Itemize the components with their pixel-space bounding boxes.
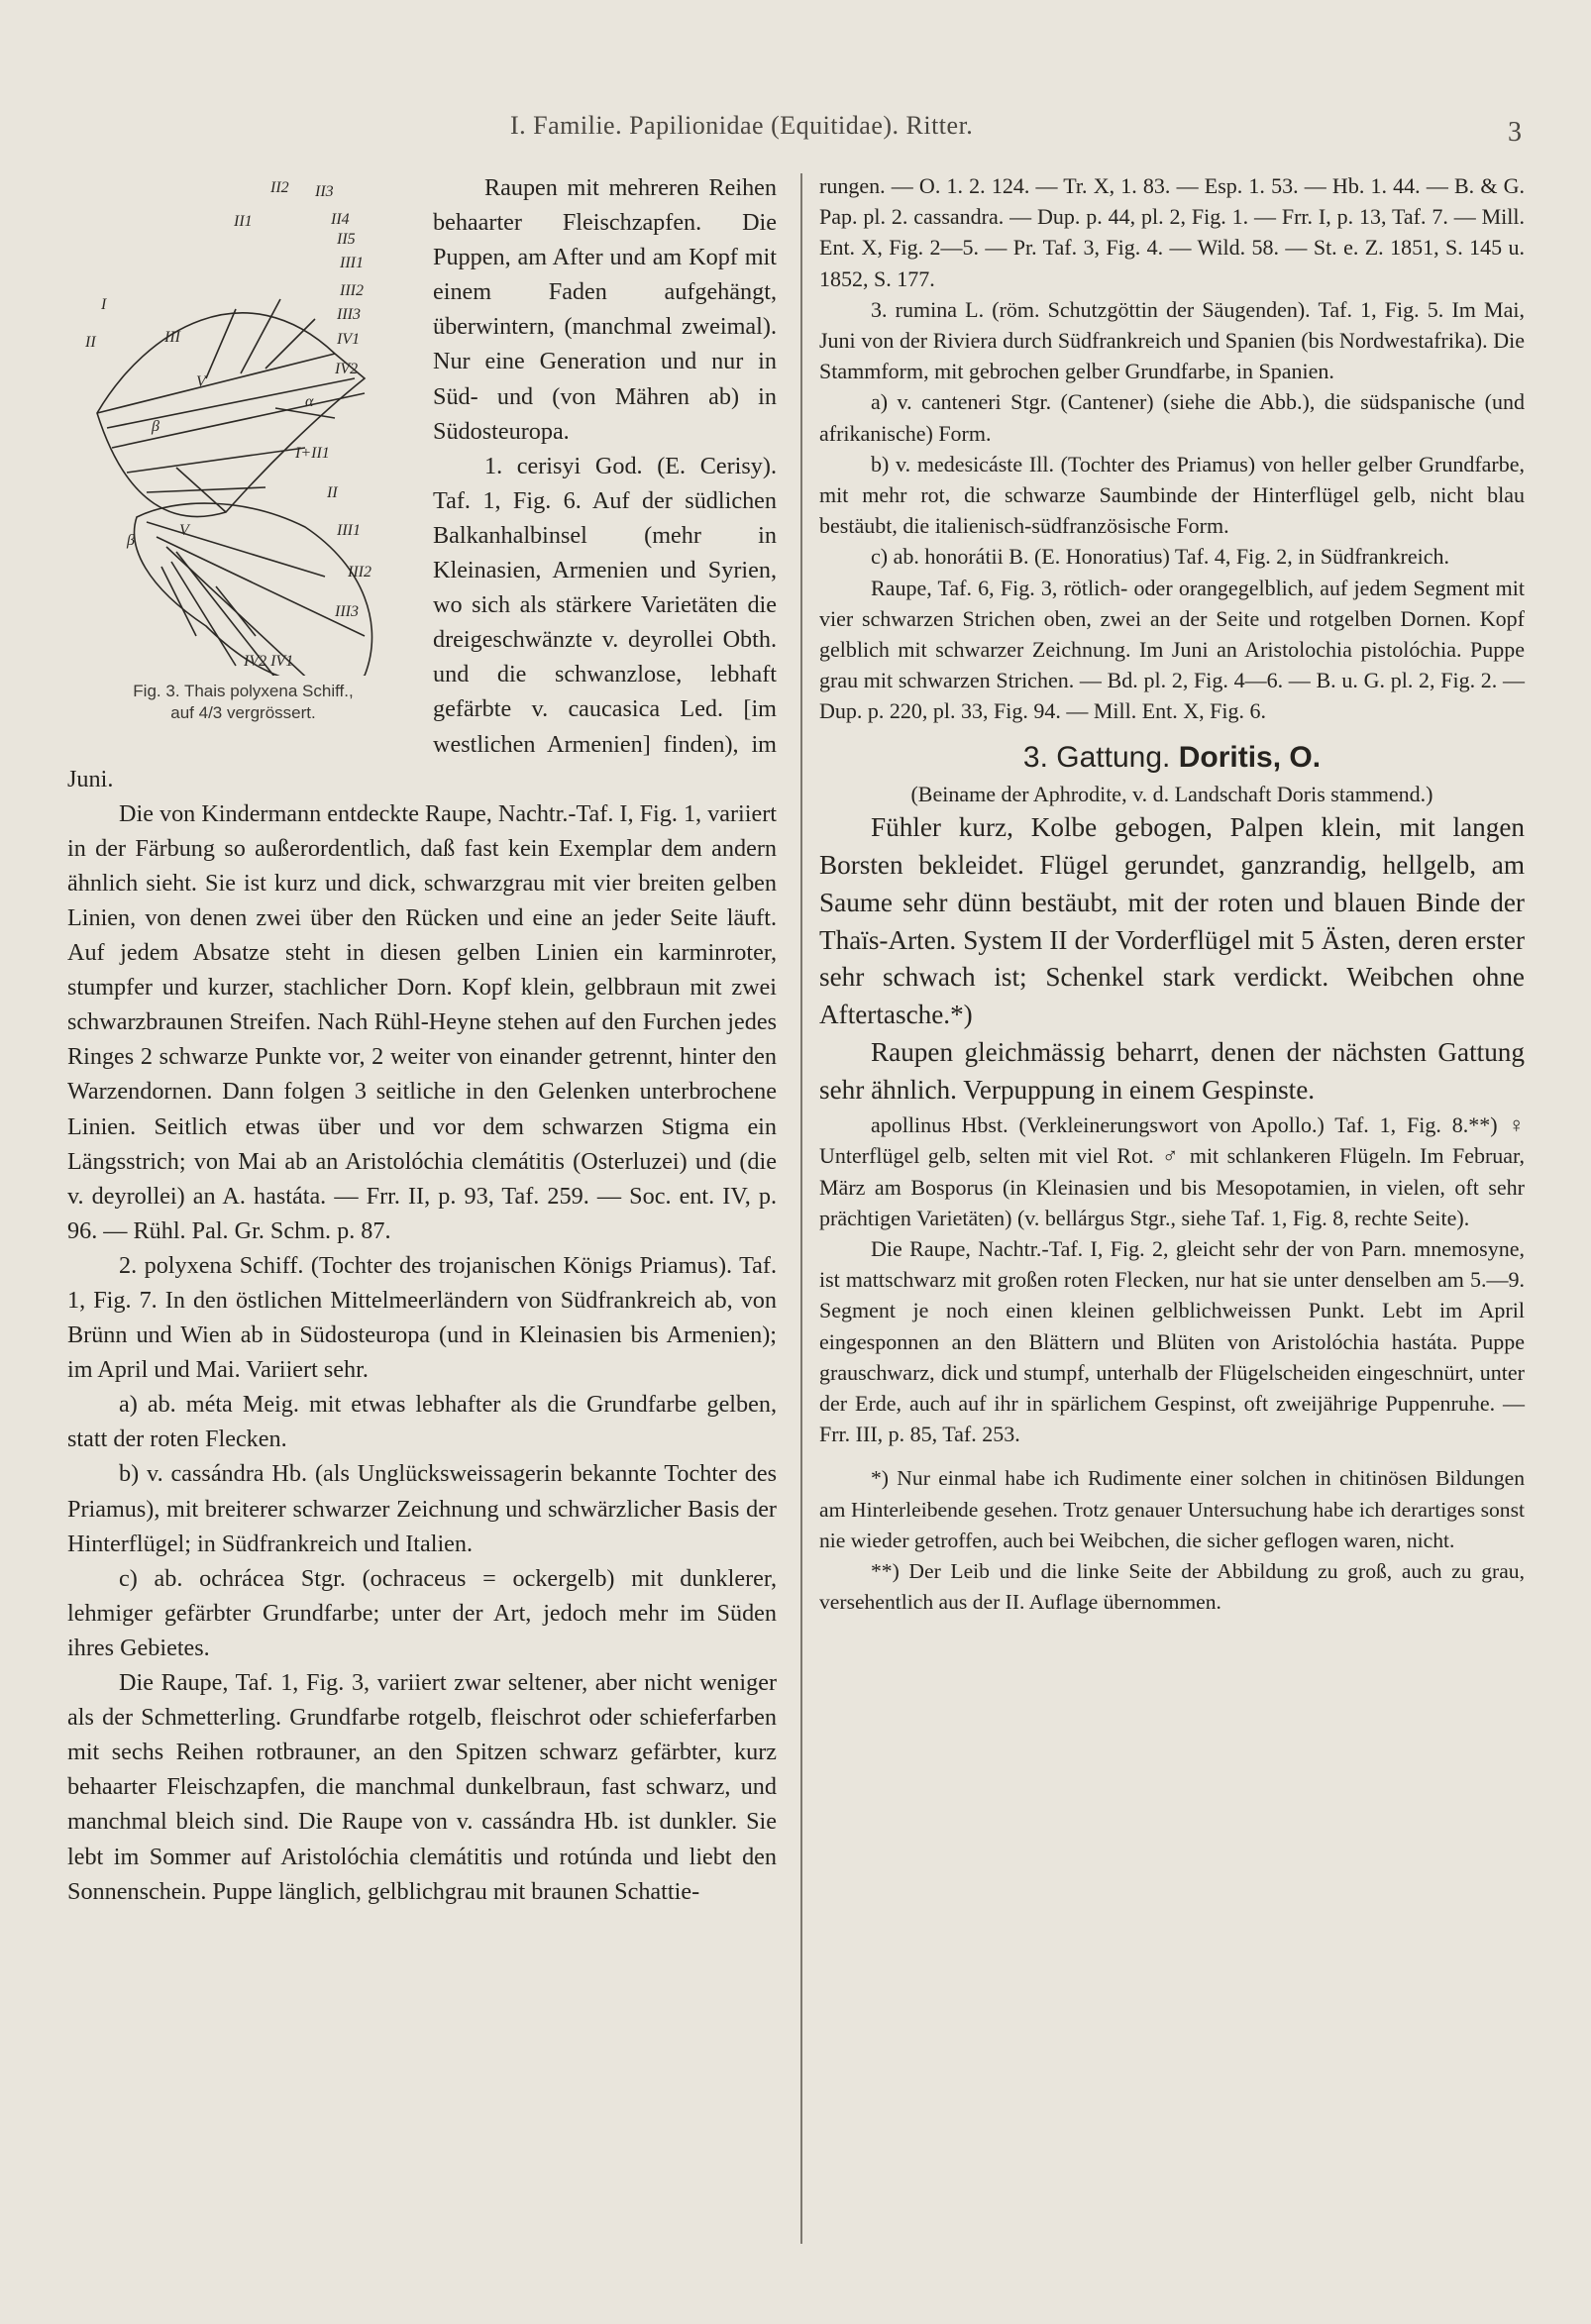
variety-entry: a) v. canteneri Stgr. (Cantener) (siehe die Abb.), die südspanische (und afrikanische) Form.: [819, 389, 1525, 446]
genus-heading-name: Doritis, O.: [1178, 740, 1322, 774]
vein-label: IV2: [335, 361, 359, 377]
vein-label: V: [196, 373, 206, 390]
wing-venation-figure: [67, 170, 419, 740]
text-paragraph: Raupe, Taf. 6, Fig. 3, rötlich- oder orangegelblich, auf jedem Segment mit vier schwarzen Strichen oben, zwei an der Seite und rotgelben Dornen. Kopf gelblich mit schwarzer Zeichnung. Im Juni an Aristolochia pistolóchia. Puppe grau mit schwarzen Strichen. — Bd. pl. 2, Fig. 4—6. — B. u. G. pl. 2, Fig. 2. — Dup. p. 220, pl. 33, Fig. 94. — Mill. Ent. X, Fig. 6.: [819, 575, 1525, 724]
footnotes: [819, 1463, 1525, 1618]
left-column: [67, 170, 777, 1909]
species-entry: 2. polyxena Schiff. (Tochter des trojanischen Königs Priamus). Taf. 1, Fig. 7. In den östlichen Mittelmeerländern von Südfrankreich ab, von Brünn und Wien ab in Südosteuropa (und in Kleinasien bis Armenien); im April und Mai. Variiert sehr.: [67, 1251, 777, 1384]
species-entry: apollinus Hbst. (Verkleinerungswort von Apollo.) Taf. 1, Fig. 8.**) ♀ Unterflügel gelb, selten mit viel Rot. ♂ mit schlankeren Flügeln. Im Februar, März am Bosporus (in Kleinasien und bis Mesopotamien, in vielen, oft sehr prächtigen Varietäten) (v. bellárgus Stgr., siehe Taf. 1, Fig. 8, rechte Seite).: [819, 1112, 1525, 1230]
footnote: **) Der Leib und die linke Seite der Abbildung zu groß, auch zu grau, versehentlich aus der II. Auflage übernommen.: [819, 1558, 1525, 1615]
vein-label: IV2 IV1: [244, 653, 294, 670]
text-paragraph: Die Raupe, Nachtr.-Taf. I, Fig. 2, gleicht sehr der von Parn. mnemosyne, ist mattschwarz mit großen roten Flecken, nur hat sie unter denselben am 5.—9. Segment je noch einen kleinen gelblichweissen Punkt. Lebt im April eingesponnen an den Blättern und Blüten von Aristolóchia hastáta. Puppe grauschwarz, dick und stumpf, unterhalb der Flügelscheiden eingeschnürt, unter der Erde, auch auf ihr in spärlichem Gespinst, oft zweijährige Puppenruhe. — Frr. III, p. 85, Taf. 253.: [819, 1235, 1525, 1447]
vein-label: I+II1: [295, 445, 330, 462]
vein-label: α: [305, 393, 314, 410]
vein-label: II5: [337, 231, 356, 248]
genus-etymology: (Beiname der Aphrodite, v. d. Landschaft Doris stammend.): [910, 781, 1433, 806]
vein-label: V: [179, 522, 189, 539]
variety-entry: b) v. medesicáste Ill. (Tochter des Priamus) von heller gelber Grundfarbe, mit mehr rot, die schwarze Saumbinde der Hinterflügel gelb, nicht blau bestäubt, die italienisch-südfranzösische Form.: [819, 451, 1525, 539]
vein-label: III: [164, 329, 180, 346]
text-paragraph: Raupen gleichmässig beharrt, denen der nächsten Gattung sehr ähnlich. Verpuppung in einem Gespinste.: [819, 1037, 1525, 1106]
vein-label: III3: [335, 603, 359, 620]
vein-label: II2: [270, 179, 289, 196]
text-paragraph: Die von Kindermann entdeckte Raupe, Nachtr.-Taf. I, Fig. 1, variiert in der Färbung so außerordentlich, daß fast kein Exemplar dem andern ähnlich sieht. Sie ist kurz und dick, schwarzgrau mit vier breiten gelben Linien, von denen zwei über den Rücken und eine an jeder Seite läuft. Auf jedem Absatze steht in diesen gelben Linien ein karminroter, stumpfer und kurzer, stachlicher Dorn. Kopf klein, gelbbraun mit zwei schwarzbraunen Streifen. Nach Rühl-Heyne stehen auf den Furchen jedes Ringes 2 schwarze Punkte vor, 2 weiter von einander getrennt, hinter den Warzendornen. Dann folgen 3 seitliche in den Gelenken unterbrochene Linien. Seitlich etwas über und vor dem schwarzen Stigma ein Längsstrich; von Mai ab an Aristolóchia clemátitis (Osterluzei) und (die v. deyrollei) an A. hastáta. — Frr. II, p. 93, Taf. 259. — Soc. ent. IV, p. 96. — Rühl. Pal. Gr. Schm. p. 87.: [67, 799, 777, 1244]
variety-entry: c) ab. honorátii B. (E. Honoratius) Taf. 4, Fig. 2, in Südfrankreich.: [871, 544, 1449, 570]
genus-heading-prefix: 3. Gattung.: [1022, 740, 1171, 774]
vein-label: III3: [337, 306, 361, 323]
vein-label: III2: [348, 564, 371, 581]
reference-paragraph: rungen. — O. 1. 2. 124. — Tr. X, 1. 83. — Esp. 1. 53. — Hb. 1. 44. — B. & G. Pap. pl. 2. cassandra. — Dup. p. 44, pl. 2, Fig. 1. — Frr. I, p. 13, Taf. 7. — Mill. Ent. X, Fig. 2—5. — Pr. Taf. 3, Fig. 4. — Wild. 58. — St. e. Z. 1851, S. 145 u. 1852, S. 177.: [819, 173, 1525, 291]
text-paragraph: Die Raupe, Taf. 1, Fig. 3, variiert zwar seltener, aber nicht weniger als der Schmetterling. Grundfarbe rotgelb, fleischrot oder schieferfarben mit sechs Reihen rotbrauner, an den Spitzen schwarz gefärbter, kurz behaarter Fleischzapfen, die manchmal dunkelbraun, fast schwarz, und manchmal bleich sind. Die Raupe von v. cassándra Hb. ist dunkler. Sie lebt im Sommer auf Aristolóchia clemátitis und rotúnda und liebt den Sonnenschein. Puppe länglich, gelblichgrau mit braunen Schattie-: [67, 1669, 777, 1905]
genus-heading: [819, 737, 1525, 779]
vein-label: II: [85, 334, 96, 351]
figure-caption-line: Fig. 3. Thais polyxena Schiff.,: [133, 682, 354, 700]
vein-label: β: [127, 532, 135, 549]
figure-caption-line: auf 4/3 vergrössert.: [170, 703, 316, 722]
variety-entry: c) ab. ochrácea Stgr. (ochraceus = ockergelb) mit dunklerer, lehmiger gefärbter Grundfarbe; unter der Art, jedoch mehr im Süden ihres Gebietes.: [67, 1564, 777, 1661]
right-column: [819, 170, 1525, 1618]
genus-description: [819, 809, 1525, 1109]
vein-label: IV1: [337, 331, 361, 348]
species-entry: 3. rumina L. (röm. Schutzgöttin der Säugenden). Taf. 1, Fig. 5. Im Mai, Juni von der Riviera durch Südfrankreich und Spanien (bis Nordwestafrika). Die Stammform, mit gebrochen gelber Grundfarbe, in Spanien.: [819, 296, 1525, 384]
vein-label: II1: [234, 213, 253, 230]
vein-label: III1: [340, 255, 364, 271]
text-paragraph: Fühler kurz, Kolbe gebogen, Palpen klein, mit langen Borsten bekleidet. Flügel gerundet, ganzrandig, hellgelb, am Saume sehr dünn bestäubt, mit der roten und blauen Binde der Thaïs-Arten. System II der Vorderflügel mit 5 Ästen, deren erster sehr schwach ist; Schenkel stark verdickt. Weibchen ohne Aftertasche.*): [819, 811, 1525, 1030]
running-title: I. Familie. Papilionidae (Equitidae). Ritter.: [510, 111, 974, 140]
page-number: 3: [1508, 117, 1522, 148]
text-paragraph: Raupen mit mehreren Reihen behaarter Fleischzapfen. Die Puppen, am After und am Kopf mit einem Faden aufgehängt, überwintern, (manchmal zweimal). Nur eine Generation und nur in Süd- und (von Mähren ab) in Südosteuropa.: [433, 174, 777, 445]
footnote: *) Nur einmal habe ich Rudimente einer solchen in chitinösen Bildungen am Hinterleibende gesehen. Trotz genauer Untersuchung habe ich derartiges sonst nie wieder getroffen, auch bei Weibchen, die sicher geflogen waren, nicht.: [819, 1466, 1525, 1552]
figure-caption: [67, 681, 419, 724]
vein-label: β: [152, 418, 159, 435]
vein-label: III2: [340, 282, 364, 299]
vein-label: II: [327, 484, 338, 501]
variety-entry: b) v. cassándra Hb. (als Unglücksweissagerin bekannte Tochter des Priamus), mit breiterer schwarzer Zeichnung und schwärzlicher Basis der Hinterflügel; in Südfrankreich und Italien.: [67, 1460, 777, 1557]
vein-label: III1: [337, 522, 361, 539]
species-entry: 1. cerisyi God. (E. Cerisy). Taf. 1, Fig. 6. Auf der südlichen Balkanhalbinsel (mehr in Kleinasien, Armenien und Syrien, wo sich als stärkere Varietäten die dreigeschwänzte v. deyrollei Obth. und die schwanzlose, lebhaft gefärbte v. caucasica Led. [im westlichen Armenien] finden), im Juni.: [67, 452, 777, 792]
column-divider: [800, 173, 802, 2244]
vein-label: II3: [315, 183, 334, 200]
wing-venation-diagram: [67, 170, 419, 676]
variety-entry: a) ab. méta Meig. mit etwas lebhafter als die Grundfarbe gelben, statt der roten Flecken.: [67, 1391, 777, 1453]
vein-label: II4: [331, 211, 350, 228]
vein-label: I: [101, 296, 107, 313]
